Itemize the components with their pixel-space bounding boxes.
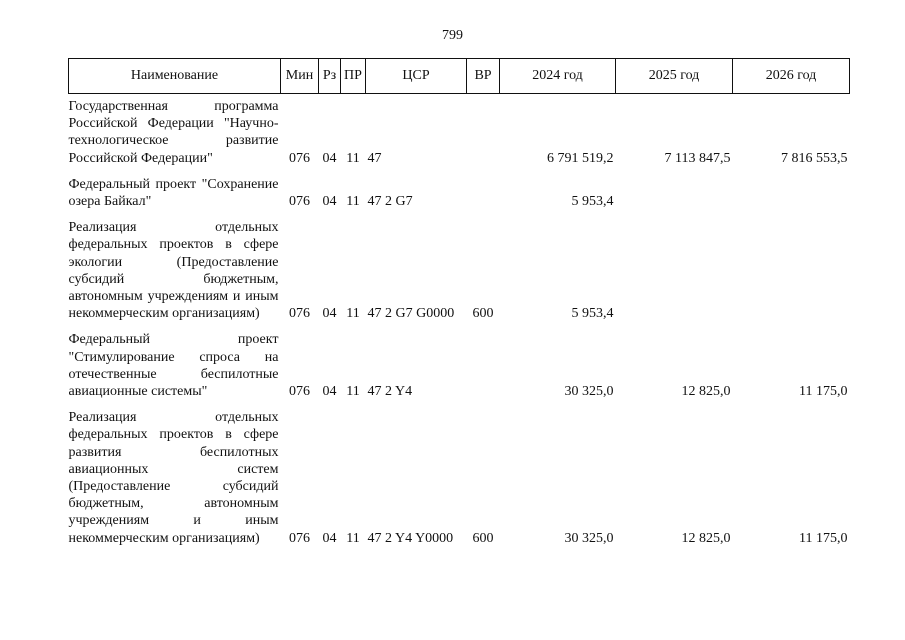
header-2025: 2025 год <box>616 59 733 94</box>
row-csr: 47 <box>367 150 382 166</box>
row-vr <box>467 322 500 400</box>
row-2025: 12 825,0 <box>681 530 731 546</box>
row-vr: 600 <box>472 530 494 546</box>
row-vr: 600 <box>472 306 494 322</box>
header-pr: ПР <box>341 59 366 94</box>
row-2024: 5 953,4 <box>571 306 614 322</box>
table-body <box>69 94 850 547</box>
row-vr <box>467 167 500 210</box>
row-2024: 30 325,0 <box>564 530 614 546</box>
row-2024: 30 325,0 <box>564 384 614 400</box>
row-min: 076 <box>289 384 310 400</box>
row-csr: 47 2 G7 G0000 <box>367 306 455 322</box>
row-rz: 04 <box>322 384 337 400</box>
row-min: 076 <box>289 530 310 546</box>
row-pr: 11 <box>346 530 360 546</box>
table-row <box>69 98 850 167</box>
row-2026 <box>733 210 850 322</box>
row-name: Федеральный проект "Сохранение озера Байкал" <box>68 176 279 210</box>
row-2026: 7 816 553,5 <box>781 150 848 166</box>
row-rz: 04 <box>322 306 337 322</box>
row-csr: 47 2 Y4 <box>367 384 413 400</box>
row-name: Государственная программа Российской Федерации "Научно-технологическое развитие Российской Федерации" <box>68 99 279 166</box>
table-header <box>69 59 850 94</box>
row-csr: 47 2 G7 <box>367 194 413 210</box>
row-2024: 6 791 519,2 <box>547 150 614 166</box>
row-pr: 11 <box>346 150 360 166</box>
row-2025 <box>616 210 733 322</box>
row-2026: 11 175,0 <box>799 384 848 400</box>
row-rz: 04 <box>322 150 337 166</box>
table-row <box>69 167 850 210</box>
row-csr: 47 2 Y4 Y0000 <box>367 530 454 546</box>
row-pr: 11 <box>346 194 360 210</box>
budget-table <box>68 58 850 547</box>
table-row <box>69 210 850 322</box>
row-pr: 11 <box>346 306 360 322</box>
row-2025: 12 825,0 <box>681 384 731 400</box>
row-name: Реализация отдельных федеральных проектов в сфере развития беспилотных авиационных систем (Предоставление субсидий бюджетным, автономным учреждениям и иным некоммерческим организациям) <box>68 410 279 546</box>
header-vr: ВР <box>467 59 500 94</box>
row-vr <box>467 98 500 167</box>
row-pr: 11 <box>346 384 360 400</box>
header-csr: ЦСР <box>366 59 467 94</box>
table-row <box>69 322 850 400</box>
header-rz: Рз <box>319 59 341 94</box>
row-min: 076 <box>289 306 310 322</box>
header-2026: 2026 год <box>733 59 850 94</box>
header-min: Мин <box>281 59 319 94</box>
row-2025: 7 113 847,5 <box>664 150 731 166</box>
header-2024: 2024 год <box>500 59 616 94</box>
row-name: Федеральный проект "Стимулирование спроса на отечественные беспилотные авиационные системы" <box>68 332 279 400</box>
row-min: 076 <box>289 194 310 210</box>
row-2024: 5 953,4 <box>571 194 614 210</box>
row-2026: 11 175,0 <box>799 530 848 546</box>
page-number: 799 <box>442 28 463 43</box>
table-row <box>69 400 850 547</box>
row-min: 076 <box>289 150 310 166</box>
row-2026 <box>733 167 850 210</box>
row-name: Реализация отдельных федеральных проектов в сфере экологии (Предоставление субсидий бюджетным, автономным учреждениям и иным некоммерческим организациям) <box>68 220 279 322</box>
header-name: Наименование <box>69 59 281 94</box>
row-rz: 04 <box>322 530 337 546</box>
row-2025 <box>616 167 733 210</box>
row-rz: 04 <box>322 194 337 210</box>
